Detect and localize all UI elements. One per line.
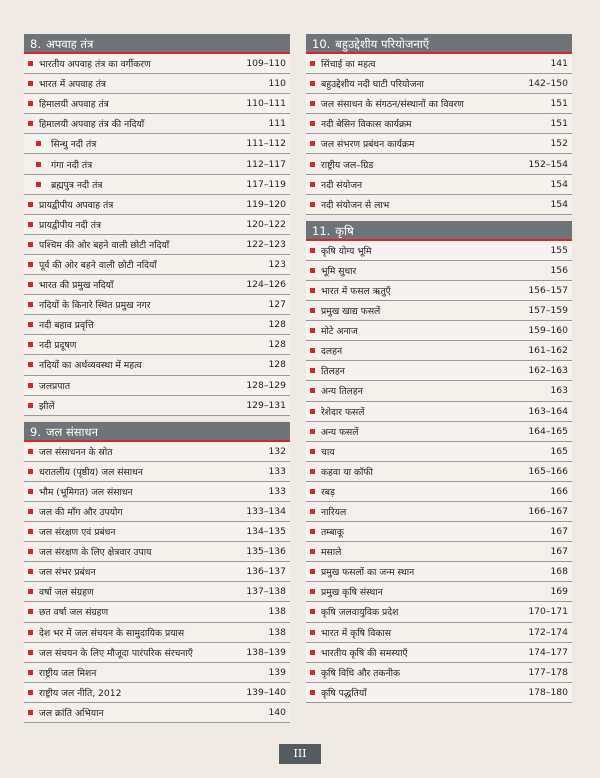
- entry-pages: 167: [550, 546, 568, 558]
- bullet-square-icon: [28, 509, 33, 514]
- entry-pages: 128–129: [246, 379, 286, 391]
- bullet-square-icon: [310, 202, 315, 207]
- entry-pages: 122–123: [246, 238, 286, 250]
- entry-pages: 139: [268, 666, 286, 678]
- toc-entry: [24, 522, 290, 542]
- bullet-square-icon: [310, 569, 315, 574]
- bullet-square-icon: [310, 348, 315, 353]
- bullet-square-icon: [36, 141, 41, 146]
- entry-pages: 133–134: [246, 506, 286, 518]
- entry-title: जल संसाधन के संगठन/संस्थानों का विवरण: [321, 99, 464, 111]
- toc-subentry: [24, 134, 290, 154]
- entry-pages: 120–122: [246, 218, 286, 230]
- bullet-square-icon: [28, 630, 33, 635]
- toc-entry: [306, 562, 572, 582]
- bullet-square-icon: [28, 569, 33, 574]
- bullet-square-icon: [310, 288, 315, 293]
- bullet-square-icon: [310, 670, 315, 675]
- toc-entry: [24, 582, 290, 602]
- bullet-square-icon: [28, 489, 33, 494]
- toc-entry: [24, 94, 290, 114]
- entry-title: वर्षा जल संग्रहण: [39, 587, 94, 599]
- bullet-square-icon: [28, 650, 33, 655]
- entry-pages: 140: [268, 706, 286, 718]
- bullet-square-icon: [310, 630, 315, 635]
- toc-entry: [306, 381, 572, 401]
- bullet-square-icon: [310, 61, 315, 66]
- toc-entry: [306, 301, 572, 321]
- entry-pages: 128: [268, 359, 286, 371]
- bullet-square-icon: [36, 162, 41, 167]
- entry-pages: 135–136: [246, 546, 286, 558]
- toc-list: [306, 241, 572, 703]
- entry-title: सिन्धु नदी तंत्र: [51, 139, 97, 151]
- toc-entry: [306, 154, 572, 174]
- entry-title: पूर्व की ओर बहने वाली छोटी नदियाँ: [39, 259, 157, 271]
- entry-title: भारत में फसल ऋतुएँ: [321, 285, 391, 297]
- entry-pages: 109–110: [246, 58, 286, 70]
- entry-pages: 166–167: [528, 506, 568, 518]
- entry-pages: 154: [550, 198, 568, 210]
- entry-pages: 110: [268, 78, 286, 90]
- bullet-square-icon: [310, 650, 315, 655]
- entry-pages: 156: [550, 264, 568, 276]
- entry-pages: 110–111: [246, 98, 286, 110]
- toc-entry: [24, 683, 290, 703]
- bullet-square-icon: [310, 101, 315, 106]
- toc-entry: [24, 74, 290, 94]
- bullet-square-icon: [28, 342, 33, 347]
- entry-title: भारत में कृषि विकास: [321, 627, 391, 639]
- left-column: [24, 34, 290, 729]
- entry-pages: 165–166: [528, 465, 568, 477]
- bullet-square-icon: [310, 182, 315, 187]
- entry-pages: 168: [550, 566, 568, 578]
- entry-pages: 178–180: [528, 686, 568, 698]
- entry-pages: 142–150: [528, 78, 568, 90]
- bullet-square-icon: [310, 388, 315, 393]
- entry-title: जल संरक्षण एवं प्रबंधन: [39, 527, 116, 539]
- bullet-square-icon: [28, 362, 33, 367]
- toc-entry: [306, 74, 572, 94]
- toc-entry: [306, 241, 572, 261]
- toc-entry: [306, 542, 572, 562]
- entry-title: नदियों का अर्थव्यवस्था में महत्व: [39, 360, 142, 372]
- entry-pages: 165: [550, 445, 568, 457]
- bullet-square-icon: [28, 282, 33, 287]
- entry-pages: 151: [550, 118, 568, 130]
- toc-entry: [24, 663, 290, 683]
- toc-entry: [306, 175, 572, 195]
- toc-entry: [306, 402, 572, 422]
- toc-entry: [24, 195, 290, 215]
- bullet-square-icon: [28, 202, 33, 207]
- toc-entry: [306, 602, 572, 622]
- toc-subentry: [24, 175, 290, 195]
- bullet-square-icon: [310, 121, 315, 126]
- entry-title: प्रायद्वीपीय नदी तंत्र: [39, 219, 102, 231]
- toc-entry: [306, 195, 572, 215]
- toc-entry: [24, 114, 290, 134]
- section-title: अपवाह तंत्र: [45, 37, 94, 51]
- toc-entry: [24, 703, 290, 723]
- section-number: 8.: [30, 37, 41, 51]
- toc-entry: [24, 215, 290, 235]
- page-number: III: [279, 744, 321, 764]
- entry-pages: 166: [550, 485, 568, 497]
- toc-entry: [24, 275, 290, 295]
- section-number: 10.: [312, 37, 331, 51]
- entry-pages: 139–140: [246, 686, 286, 698]
- toc-section: [306, 34, 572, 215]
- entry-title: हिमालयी अपवाह तंत्र की नदियाँ: [39, 119, 145, 131]
- toc-list: [24, 54, 290, 416]
- toc-entry: [306, 502, 572, 522]
- bullet-square-icon: [310, 449, 315, 454]
- entry-pages: 138: [268, 626, 286, 638]
- entry-title: अन्य फसलें: [321, 426, 359, 438]
- entry-pages: 156–157: [528, 284, 568, 296]
- bullet-square-icon: [310, 549, 315, 554]
- entry-pages: 152–154: [528, 158, 568, 170]
- toc-entry: [306, 422, 572, 442]
- entry-title: मसाले: [321, 547, 342, 559]
- bullet-square-icon: [310, 308, 315, 313]
- entry-title: अन्य तिलहन: [321, 386, 363, 398]
- entry-pages: 167: [550, 526, 568, 538]
- toc-entry: [24, 376, 290, 396]
- bullet-square-icon: [36, 182, 41, 187]
- toc-entry: [24, 355, 290, 375]
- entry-pages: 136–137: [246, 566, 286, 578]
- bullet-square-icon: [310, 509, 315, 514]
- entry-pages: 137–138: [246, 586, 286, 598]
- toc-section: [24, 422, 290, 723]
- entry-title: तिलहन: [321, 366, 345, 378]
- entry-title: नदी बहाव प्रवृत्ति: [39, 320, 94, 332]
- entry-pages: 164–165: [528, 425, 568, 437]
- entry-title: कृषि विधि और तकनीक: [321, 667, 401, 679]
- toc-entry: [24, 602, 290, 622]
- toc-entry: [306, 482, 572, 502]
- toc-entry: [306, 341, 572, 361]
- entry-title: जल क्रांति अभियान: [39, 707, 104, 719]
- entry-title: नदी प्रदूषण: [39, 340, 77, 352]
- bullet-square-icon: [310, 162, 315, 167]
- toc-entry: [306, 321, 572, 341]
- entry-pages: 154: [550, 178, 568, 190]
- bullet-square-icon: [28, 690, 33, 695]
- entry-pages: 128: [268, 339, 286, 351]
- toc-entry: [306, 683, 572, 703]
- section-number: 11.: [312, 223, 331, 238]
- bullet-square-icon: [310, 268, 315, 273]
- entry-pages: 174–177: [528, 646, 568, 658]
- entry-pages: 163: [550, 385, 568, 397]
- bullet-square-icon: [310, 81, 315, 86]
- toc-entry: [24, 235, 290, 255]
- entry-pages: 172–174: [528, 626, 568, 638]
- toc-entry: [306, 462, 572, 482]
- entry-title: भूमि सुधार: [321, 265, 357, 277]
- entry-title: धरातलीय (पृष्ठीय) जल संसाधन: [39, 466, 143, 478]
- toc-entry: [24, 54, 290, 74]
- toc-entry: [24, 255, 290, 275]
- toc-entry: [24, 442, 290, 462]
- toc-entry: [306, 442, 572, 462]
- toc-section: [24, 34, 290, 416]
- toc-entry: [306, 261, 572, 281]
- toc-list: [24, 442, 290, 723]
- bullet-square-icon: [28, 710, 33, 715]
- entry-pages: 127: [268, 299, 286, 311]
- entry-title: सिंचाई का महत्व: [321, 59, 376, 71]
- bullet-square-icon: [28, 262, 33, 267]
- bullet-square-icon: [310, 469, 315, 474]
- entry-title: मोटे अनाज: [321, 326, 358, 338]
- toc-entry: [306, 582, 572, 602]
- section-header: [24, 34, 290, 54]
- entry-title: भारतीय कृषि की समस्याएँ: [321, 647, 408, 659]
- entry-pages: 132: [268, 445, 286, 457]
- entry-title: कहवा या कॉफी: [321, 466, 373, 478]
- entry-title: भौम (भूमिगत) जल संसाधन: [39, 486, 133, 498]
- section-title: जल संसाधन: [45, 424, 98, 439]
- entry-title: जलप्रपात: [39, 380, 71, 392]
- toc-entry: [24, 315, 290, 335]
- entry-pages: 123: [268, 258, 286, 270]
- entry-title: रबड़: [321, 486, 335, 498]
- bullet-square-icon: [28, 61, 33, 66]
- entry-pages: 133: [268, 465, 286, 477]
- entry-title: बहुउद्देशीय नदी घाटी परियोजना: [321, 79, 424, 91]
- bullet-square-icon: [28, 121, 33, 126]
- toc-entry: [24, 643, 290, 663]
- entry-title: भारतीय अपवाह तंत्र का वर्गीकरण: [39, 59, 151, 71]
- bullet-square-icon: [28, 383, 33, 388]
- section-title: कृषि: [335, 223, 354, 238]
- bullet-square-icon: [28, 469, 33, 474]
- toc-entry: [306, 643, 572, 663]
- entry-title: प्रमुख फसलों का जन्म स्थान: [321, 567, 415, 579]
- entry-pages: 170–171: [528, 606, 568, 618]
- bullet-square-icon: [28, 549, 33, 554]
- bullet-square-icon: [310, 141, 315, 146]
- toc-entry: [306, 623, 572, 643]
- entry-pages: 138–139: [246, 646, 286, 658]
- entry-pages: 133: [268, 485, 286, 497]
- toc-entry: [24, 482, 290, 502]
- bullet-square-icon: [28, 302, 33, 307]
- toc-entry: [306, 94, 572, 114]
- toc-section: [306, 221, 572, 703]
- entry-title: कृषि पद्धतियाँ: [321, 687, 367, 699]
- entry-pages: 157–159: [528, 305, 568, 317]
- entry-title: कृषि जलवायुविक प्रदेश: [321, 607, 399, 619]
- toc-entry: [24, 396, 290, 416]
- toc-entry: [306, 134, 572, 154]
- toc-entry: [306, 663, 572, 683]
- entry-pages: 129–131: [246, 399, 286, 411]
- bullet-square-icon: [310, 690, 315, 695]
- entry-title: रेशेदार फसलें: [321, 406, 365, 418]
- entry-title: दलहन: [321, 346, 343, 358]
- entry-title: नदी संयोजन: [321, 179, 363, 191]
- toc-entry: [306, 54, 572, 74]
- section-header: [306, 221, 572, 241]
- bullet-square-icon: [28, 322, 33, 327]
- bullet-square-icon: [28, 222, 33, 227]
- entry-title: जल संचयन के लिए मौजूदा पारंपरिक संरचनाएँ: [39, 647, 193, 659]
- section-title: बहुउद्देशीय परियोजनाएँ: [335, 37, 430, 51]
- right-column: [306, 34, 572, 709]
- entry-pages: 161–162: [528, 345, 568, 357]
- bullet-square-icon: [28, 529, 33, 534]
- entry-title: राष्ट्रीय जल मिशन: [39, 667, 97, 679]
- toc-entry: [24, 295, 290, 315]
- section-header: [306, 34, 572, 54]
- entry-pages: 155: [550, 244, 568, 256]
- toc-entry: [306, 114, 572, 134]
- entry-title: भारत में अपवाह तंत्र: [39, 79, 107, 91]
- entry-pages: 111–112: [246, 138, 286, 150]
- entry-title: झीलें: [39, 400, 55, 412]
- entry-title: जल संभरण प्रबंधन कार्यक्रम: [321, 139, 415, 151]
- bullet-square-icon: [310, 328, 315, 333]
- toc-entry: [24, 542, 290, 562]
- bullet-square-icon: [28, 242, 33, 247]
- toc-entry: [306, 281, 572, 301]
- toc-entry: [24, 462, 290, 482]
- bullet-square-icon: [310, 589, 315, 594]
- entry-pages: 141: [550, 58, 568, 70]
- bullet-square-icon: [28, 670, 33, 675]
- bullet-square-icon: [310, 409, 315, 414]
- entry-title: प्रमुख खाद्य फसलें: [321, 306, 381, 318]
- entry-title: जल संसाधनन के स्रोत: [39, 446, 113, 458]
- bullet-square-icon: [310, 248, 315, 253]
- entry-title: देश भर में जल संचयन के सामुदायिक प्रयास: [39, 627, 185, 639]
- entry-pages: 163–164: [528, 405, 568, 417]
- bullet-square-icon: [28, 449, 33, 454]
- bullet-square-icon: [28, 609, 33, 614]
- bullet-square-icon: [310, 489, 315, 494]
- bullet-square-icon: [310, 429, 315, 434]
- toc-entry: [306, 522, 572, 542]
- entry-pages: 159–160: [528, 325, 568, 337]
- bullet-square-icon: [28, 81, 33, 86]
- bullet-square-icon: [310, 368, 315, 373]
- entry-pages: 128: [268, 319, 286, 331]
- entry-title: नारियल: [321, 507, 347, 519]
- entry-pages: 112–117: [246, 158, 286, 170]
- entry-pages: 152: [550, 138, 568, 150]
- entry-title: हिमालयी अपवाह तंत्र: [39, 99, 109, 111]
- toc-list: [306, 54, 572, 215]
- toc-entry: [24, 502, 290, 522]
- bullet-square-icon: [310, 529, 315, 534]
- entry-title: तम्बाकू: [321, 527, 344, 539]
- bullet-square-icon: [310, 609, 315, 614]
- entry-title: राष्ट्रीय जल नीति, 2012: [39, 687, 122, 699]
- bullet-square-icon: [28, 403, 33, 408]
- entry-pages: 124–126: [246, 279, 286, 291]
- entry-pages: 117–119: [246, 178, 286, 190]
- entry-pages: 151: [550, 98, 568, 110]
- entry-title: पश्चिम की ओर बहने वाली छोटी नदियाँ: [39, 239, 170, 251]
- entry-pages: 134–135: [246, 526, 286, 538]
- toc-entry: [24, 623, 290, 643]
- entry-title: चाय: [321, 446, 335, 458]
- toc-entry: [24, 562, 290, 582]
- entry-title: प्रमुख कृषि संस्थान: [321, 587, 383, 599]
- section-number: 9.: [30, 424, 41, 439]
- entry-title: नदी संयोजन से लाभ: [321, 199, 390, 211]
- entry-title: जल संरक्षण के लिए क्षेत्रवार उपाय: [39, 547, 152, 559]
- entry-title: छत वर्षा जल संग्रहण: [39, 607, 109, 619]
- entry-title: भारत की प्रमुख नदियाँ: [39, 280, 114, 292]
- entry-title: जल संभर प्रबंधन: [39, 567, 96, 579]
- entry-pages: 177–178: [528, 666, 568, 678]
- toc-entry: [306, 361, 572, 381]
- toc-subentry: [24, 154, 290, 174]
- section-header: [24, 422, 290, 442]
- entry-title: नदी बेसिन विकास कार्यक्रम: [321, 119, 412, 131]
- bullet-square-icon: [28, 101, 33, 106]
- entry-title: ब्रह्मपुत्र नदी तंत्र: [51, 179, 103, 191]
- entry-pages: 138: [268, 606, 286, 618]
- entry-title: जल की माँग और उपयोग: [39, 507, 123, 519]
- entry-pages: 169: [550, 586, 568, 598]
- entry-title: कृषि योग्य भूमि: [321, 245, 372, 257]
- entry-pages: 111: [268, 118, 286, 130]
- bullet-square-icon: [28, 589, 33, 594]
- entry-title: नदियों के किनारे स्थित प्रमुख नगर: [39, 300, 151, 312]
- entry-title: गंगा नदी तंत्र: [51, 159, 93, 171]
- entry-pages: 162–163: [528, 365, 568, 377]
- entry-pages: 119–120: [246, 198, 286, 210]
- entry-title: राष्ट्रीय जल–ग्रिड: [321, 159, 374, 171]
- entry-title: प्रायद्वीपीय अपवाह तंत्र: [39, 199, 114, 211]
- toc-entry: [24, 335, 290, 355]
